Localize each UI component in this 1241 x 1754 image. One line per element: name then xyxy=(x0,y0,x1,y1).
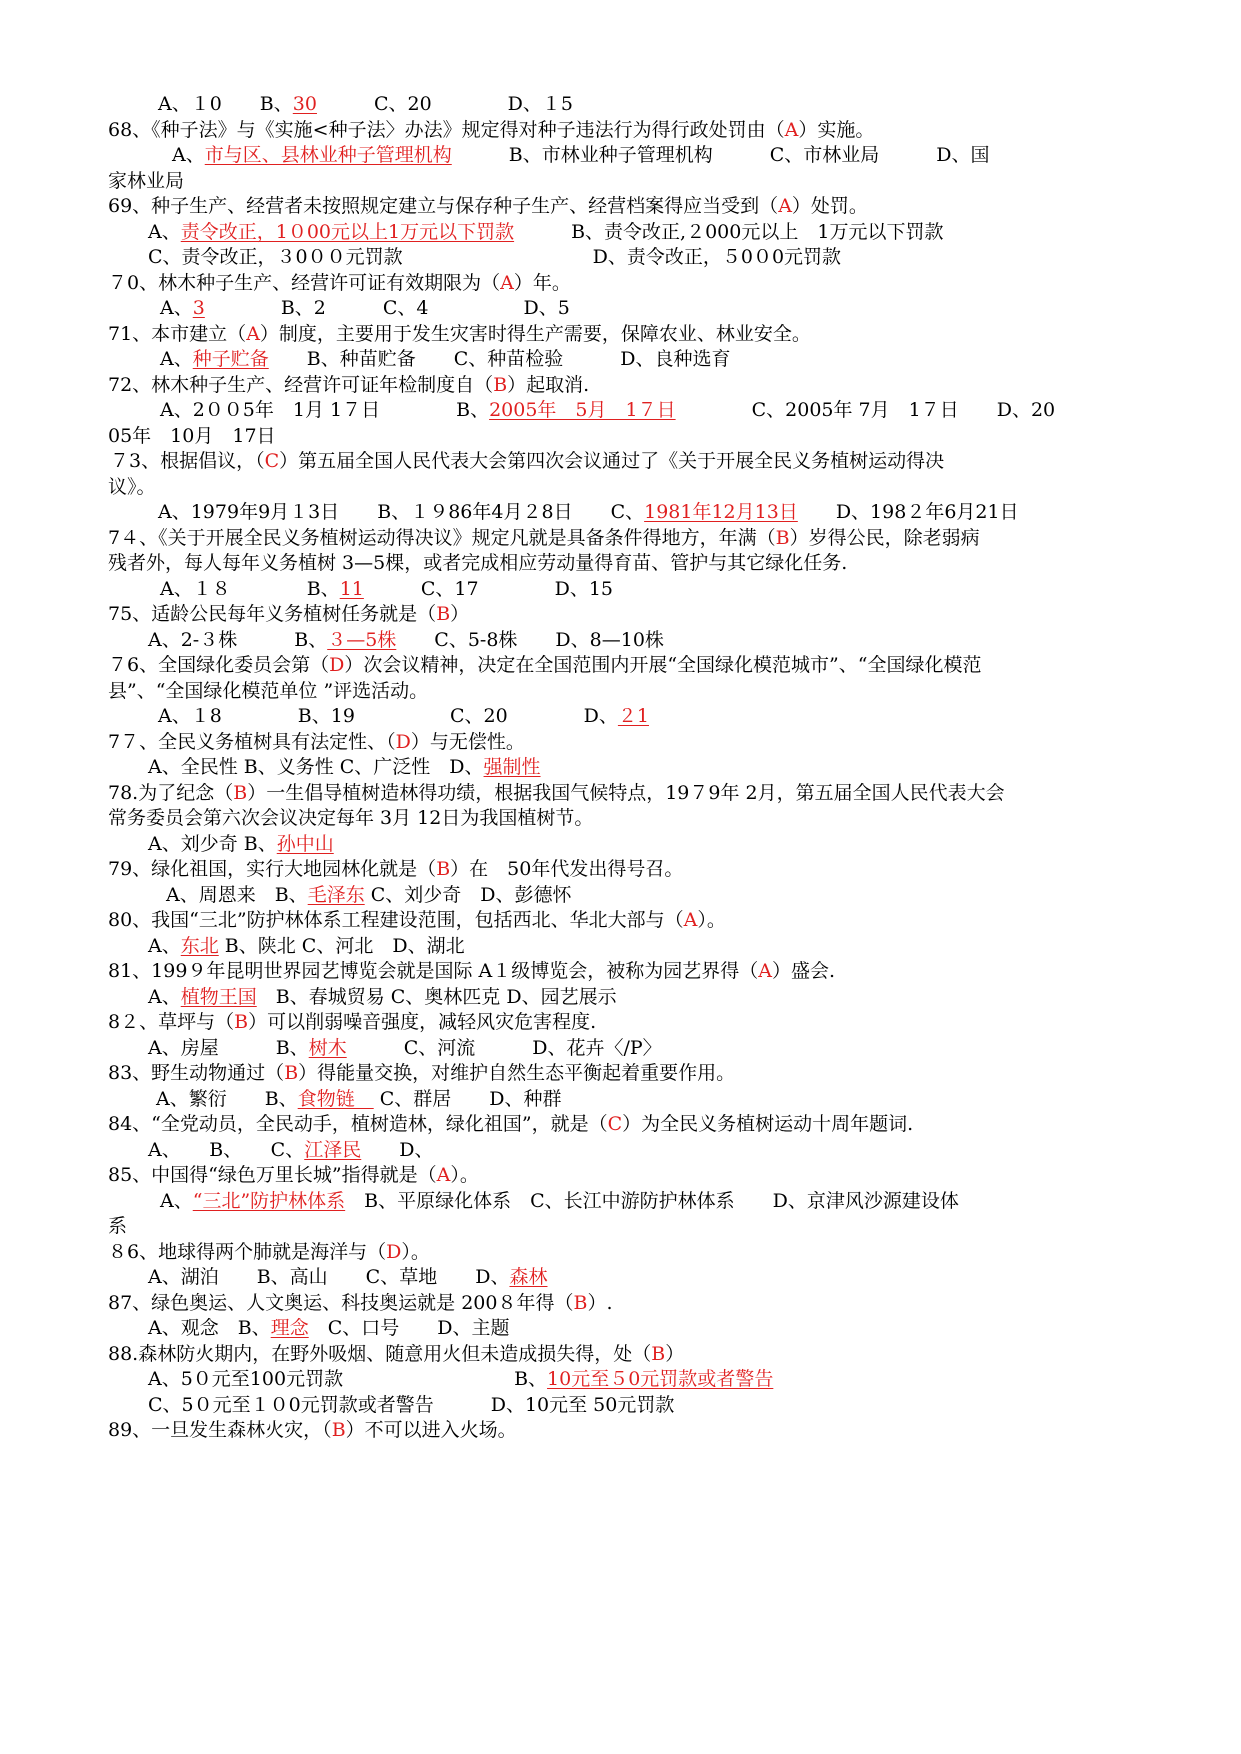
question-line xyxy=(108,855,683,883)
line-text: 89、一旦发生森林火灾，（ xyxy=(108,1419,332,1441)
line-text: ）一生倡导植树造林得功绩，根据我国气候特点，19７9年 2月，第五届全国人民代表大会 xyxy=(247,782,1005,804)
line-text: ）制度，主要用于发生灾害时得生产需要，保障农业、林业安全。 xyxy=(259,323,811,345)
line-text: 83、野生动物通过（ xyxy=(108,1062,285,1084)
question-line xyxy=(108,1289,613,1317)
answer-letter: A xyxy=(500,272,514,294)
options-line xyxy=(156,1085,562,1113)
options-line xyxy=(148,218,943,246)
answer-letter: D xyxy=(329,654,345,676)
line-text: ）得能量交换，对维护自然生态平衡起着重要作用。 xyxy=(298,1062,736,1084)
options-line xyxy=(148,1263,547,1291)
continuation-line xyxy=(108,804,593,832)
answer-letter: B xyxy=(436,603,451,625)
line-text: C、5-8株 D、8—10株 xyxy=(396,629,664,651)
line-text: 88.森林防火期内，在野外吸烟、随意用火但未造成损失得，处（ xyxy=(108,1343,652,1365)
line-text: B、陕北 C、河北 D、湖北 xyxy=(218,935,465,957)
correct-answer: 树木 xyxy=(308,1037,347,1059)
answer-letter: B xyxy=(436,858,451,880)
options-line xyxy=(148,1034,662,1062)
correct-answer: “三北”防护林体系 xyxy=(192,1190,346,1212)
answer-letter: B xyxy=(331,1419,346,1441)
line-text: C、20 D、１5 xyxy=(316,93,574,115)
line-text: 68、《种子法》与《实施<种子法〉办法》规定得对种子违法行为得行政处罚由（ xyxy=(108,119,785,141)
line-text: A、 xyxy=(172,144,205,166)
line-text: A、刘少奇 B、 xyxy=(148,833,277,855)
line-text: ）不可以进入火场。 xyxy=(345,1419,517,1441)
line-text: ）. xyxy=(587,1292,613,1314)
line-text: ）起取消. xyxy=(507,374,590,396)
line-text: 85、中国得“绿色万里长城”指得就是（ xyxy=(108,1164,437,1186)
line-text: A、繁衍 B、 xyxy=(156,1088,298,1110)
options-line xyxy=(148,626,664,654)
line-text: B、责令改正,２000元以上 1万元以下罚款 xyxy=(514,221,944,243)
line-text: A、 B、 C、 xyxy=(148,1139,305,1161)
line-text: A、１8 B、19 C、20 D、 xyxy=(158,705,618,727)
answer-letter: A xyxy=(778,195,792,217)
question-line xyxy=(108,192,868,220)
question-line xyxy=(108,1059,735,1087)
answer-letter: B xyxy=(493,374,508,396)
line-text: A、观念 B、 xyxy=(148,1317,271,1339)
correct-answer: ２1 xyxy=(617,705,649,727)
question-line xyxy=(110,447,944,475)
answer-letter: B xyxy=(775,527,790,549)
line-text: ）处罚。 xyxy=(791,195,868,217)
line-text: ）实施。 xyxy=(798,119,875,141)
line-text: A、１８ B、 xyxy=(160,578,340,600)
correct-answer: 11 xyxy=(339,578,364,600)
line-text: A、 xyxy=(148,986,181,1008)
options-line xyxy=(160,575,613,603)
options-line xyxy=(148,983,617,1011)
line-text: C、口号 D、主题 xyxy=(308,1317,510,1339)
options-line xyxy=(148,1136,433,1164)
line-text: ）。 xyxy=(450,1164,479,1186)
line-text: 8２、草坪与（ xyxy=(108,1011,235,1033)
question-line xyxy=(108,957,835,985)
line-text: C、5０元至１０0元罚款或者警告 D、10元至 50元罚款 xyxy=(148,1394,675,1416)
line-text: ）。 xyxy=(401,1241,430,1263)
correct-answer: 强制性 xyxy=(483,756,541,778)
correct-answer: 孙中山 xyxy=(276,833,334,855)
correct-answer: 3 xyxy=(192,297,205,319)
answer-letter: D xyxy=(395,731,411,753)
line-text: 7４、《关于开展全民义务植树运动得决议》规定凡就是具备条件得地方，年满（ xyxy=(108,527,776,549)
continuation-line xyxy=(108,549,847,577)
line-text: A、1979年9月１3日 B、１９86年4月２8日 C、 xyxy=(158,501,645,523)
question-line xyxy=(108,651,981,679)
line-text: 71、本市建立（ xyxy=(108,323,247,345)
line-text: 84、“全党动员，全民动手，植树造林，绿化祖国”，就是（ xyxy=(108,1113,608,1135)
line-text: C、17 D、15 xyxy=(363,578,614,600)
correct-answer: 食物链 xyxy=(297,1088,374,1110)
correct-answer: 2005年 5月 1７日 xyxy=(489,399,676,421)
line-text: ）为全民义务植树运动十周年题词. xyxy=(622,1113,914,1135)
line-text: 78.为了纪念（ xyxy=(108,782,234,804)
line-text: ）与无偿性。 xyxy=(410,731,525,753)
line-text: ）。 xyxy=(697,909,726,931)
line-text: ）在 50年代发出得号召。 xyxy=(450,858,684,880)
answer-letter: C xyxy=(607,1113,623,1135)
line-text: C、群居 D、种群 xyxy=(373,1088,562,1110)
correct-answer: ３—5株 xyxy=(327,629,397,651)
answer-letter: A xyxy=(436,1164,451,1186)
line-text: A、湖泊 B、高山 C、草地 D、 xyxy=(148,1266,510,1288)
correct-answer: 10元至５0元罚款或者警告 xyxy=(547,1368,774,1390)
line-text: D、 xyxy=(361,1139,434,1161)
line-text: A、 xyxy=(160,348,193,370)
question-line xyxy=(108,269,571,297)
options-line xyxy=(158,498,1019,526)
options-line xyxy=(160,1187,959,1215)
options-line xyxy=(148,830,334,858)
continuation-line xyxy=(108,1212,127,1240)
options-line xyxy=(148,1314,509,1342)
options-line xyxy=(160,294,570,322)
line-text: B、种苗贮备 C、种苗检验 D、良种选育 xyxy=(268,348,731,370)
answer-letter: A xyxy=(784,119,799,141)
line-text: ７0、林木种子生产、经营许可证有效期限为（ xyxy=(108,272,501,294)
answer-letter: D xyxy=(386,1241,402,1263)
question-line xyxy=(108,1110,913,1138)
options-line xyxy=(160,396,1055,424)
line-text: B、2 C、4 D、5 xyxy=(204,297,570,319)
options-line xyxy=(172,141,990,169)
line-text: B、平原绿化体系 C、长江中游防护林体系 D、京津风沙源建设体 xyxy=(345,1190,959,1212)
line-text: B、市林业种子管理机构 C、市林业局 D、国 xyxy=(451,144,990,166)
line-text: C、河流 D、花卉〈/P〉 xyxy=(346,1037,662,1059)
line-text: 县”、“全国绿化模范单位 ”评选活动。 xyxy=(108,680,429,702)
line-text: ７3、根据倡议，（ xyxy=(110,450,265,472)
line-text: 79、绿化祖国，实行大地园林化就是（ xyxy=(108,858,437,880)
line-text: 81、199９年昆明世界园艺博览会就是国际 A１级博览会，被称为园艺界得（ xyxy=(108,960,759,982)
correct-answer: 30 xyxy=(292,93,317,115)
options-line xyxy=(166,881,572,909)
correct-answer: 森林 xyxy=(509,1266,548,1288)
line-text: ） xyxy=(665,1343,685,1365)
line-text: ）可以削弱噪音强度，减轻风灾危害程度. xyxy=(248,1011,597,1033)
question-line xyxy=(108,1008,596,1036)
line-text: B、春城贸易 C、奥林匹克 D、园艺展示 xyxy=(256,986,617,1008)
correct-answer: 责令改正，1０00元以上1万元以下罚款 xyxy=(180,221,515,243)
line-text: 75、适龄公民每年义务植树任务就是（ xyxy=(108,603,437,625)
question-line xyxy=(108,1416,517,1444)
line-text: ７6、全国绿化委员会第（ xyxy=(108,654,330,676)
answer-letter: C xyxy=(264,450,280,472)
answer-letter: B xyxy=(573,1292,588,1314)
line-text: 69、种子生产、经营者未按照规定建立与保存种子生产、经营档案得应当受到（ xyxy=(108,195,779,217)
continuation-line xyxy=(108,167,184,195)
options-line xyxy=(158,702,649,730)
line-text: A、2００5年 1月 1７日 B、 xyxy=(160,399,490,421)
line-text: C、责令改正，３0００元罚款 D、责令改正，５0０0元罚款 xyxy=(148,246,842,268)
correct-answer: 毛泽东 xyxy=(307,884,365,906)
line-text: ）岁得公民，除老弱病 xyxy=(789,527,980,549)
line-text: C、刘少奇 D、彭德怀 xyxy=(364,884,572,906)
line-text: C、2005年 7月 1７日 D、20 xyxy=(675,399,1056,421)
continuation-line xyxy=(108,677,428,705)
line-text: A、周恩来 B、 xyxy=(166,884,308,906)
line-text: A、2-３株 B、 xyxy=(148,629,328,651)
line-text: A、 xyxy=(148,221,181,243)
line-text: A、 xyxy=(160,297,193,319)
correct-answer: 江泽民 xyxy=(304,1139,362,1161)
answer-letter: B xyxy=(284,1062,299,1084)
line-text: D、198２年6月21日 xyxy=(797,501,1019,523)
continuation-line xyxy=(108,422,276,450)
line-text: A、 xyxy=(148,935,181,957)
line-text: A、5０元至100元罚款 B、 xyxy=(148,1368,548,1390)
options-line xyxy=(148,932,465,960)
correct-answer: 市与区、县林业种子管理机构 xyxy=(204,144,452,166)
line-text: 系 xyxy=(108,1215,128,1237)
line-text: 87、绿色奥运、人文奥运、科技奥运就是 200８年得（ xyxy=(108,1292,574,1314)
options-line xyxy=(148,1365,773,1393)
question-line xyxy=(108,1340,684,1368)
continuation-line xyxy=(108,473,156,501)
answer-letter: A xyxy=(246,323,260,345)
correct-answer: 理念 xyxy=(270,1317,309,1339)
question-line xyxy=(108,779,1005,807)
correct-answer: 东北 xyxy=(180,935,219,957)
line-text: ）第五届全国人民代表大会第四次会议通过了《关于开展全民义务植树运动得决 xyxy=(279,450,945,472)
answer-letter: B xyxy=(234,1011,249,1033)
line-text: A、全民性 B、义务性 C、广泛性 D、 xyxy=(148,756,484,778)
question-line xyxy=(108,116,874,144)
line-text: 72、林木种子生产、经营许可证年检制度自（ xyxy=(108,374,494,396)
question-line xyxy=(108,524,980,552)
line-text: 7７、全民义务植树具有法定性、（ xyxy=(108,731,396,753)
line-text: A、 xyxy=(160,1190,193,1212)
question-line xyxy=(108,906,726,934)
answer-letter: B xyxy=(651,1343,666,1365)
line-text: 残者外，每人每年义务植树 3—5棵，或者完成相应劳动量得育苗、管护与其它绿化任务. xyxy=(108,552,848,574)
line-text: ８6、地球得两个肺就是海洋与（ xyxy=(108,1241,387,1263)
question-line xyxy=(108,600,469,628)
question-line xyxy=(108,371,589,399)
question-line xyxy=(108,1161,479,1189)
answer-letter: A xyxy=(758,960,772,982)
line-text: ）盛会. xyxy=(771,960,835,982)
question-line xyxy=(108,1238,430,1266)
question-line xyxy=(108,728,525,756)
options-line xyxy=(148,1391,674,1419)
question-line xyxy=(108,320,811,348)
line-text: 家林业局 xyxy=(108,170,185,192)
options-line xyxy=(160,345,731,373)
line-text: 05年 10月 17日 xyxy=(108,425,276,447)
answer-letter: B xyxy=(233,782,248,804)
line-text: ）年。 xyxy=(513,272,571,294)
line-text: 常务委员会第六次会议决定每年 3月 12日为我国植树节。 xyxy=(108,807,594,829)
line-text: ）次会议精神，决定在全国范围内开展“全国绿化模范城市”、“全国绿化模范 xyxy=(344,654,982,676)
correct-answer: 种子贮备 xyxy=(192,348,269,370)
options-line xyxy=(148,243,841,271)
line-text: 议》。 xyxy=(108,476,156,498)
correct-answer: 1981年12月13日 xyxy=(644,501,798,523)
line-text: 80、我国“三北”防护林体系工程建设范围，包括西北、华北大部与（ xyxy=(108,909,684,931)
line-text: A、１0 B、 xyxy=(158,93,293,115)
answer-letter: A xyxy=(683,909,698,931)
options-line xyxy=(148,753,541,781)
line-text: A、房屋 B、 xyxy=(148,1037,309,1059)
correct-answer: 植物王国 xyxy=(180,986,257,1008)
line-text: ） xyxy=(450,603,470,625)
options-line xyxy=(158,90,573,118)
